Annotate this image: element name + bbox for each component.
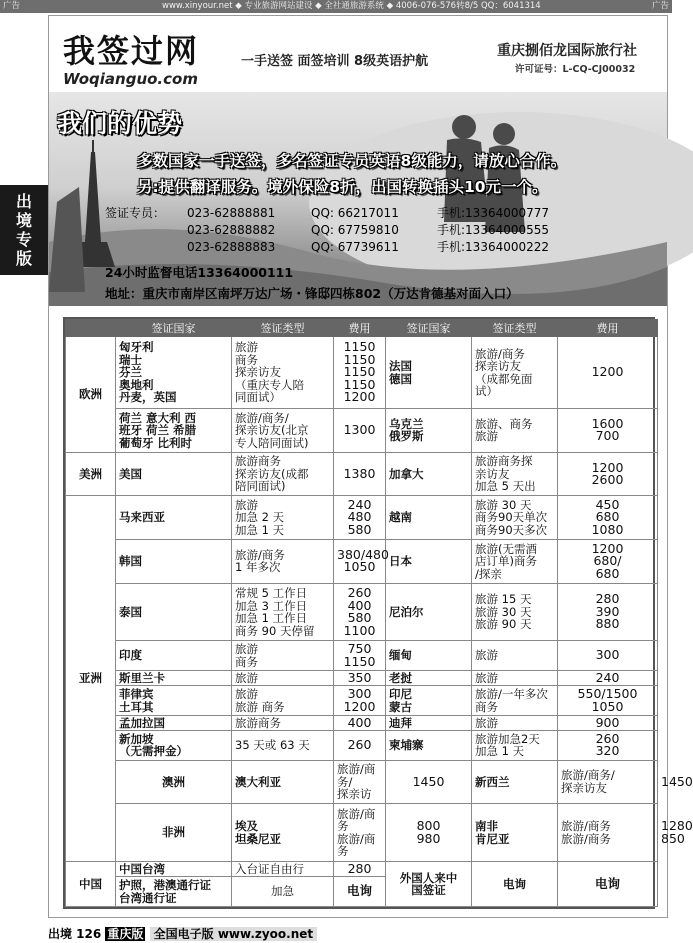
fee-cell: 240 [558,670,658,685]
fee-cell: 280 390 880 [558,583,658,641]
visa-type-cell: 旅游 [472,641,558,670]
country-cell: 加拿大 [386,452,472,496]
table-row [66,686,658,715]
contact-qq: QQ: 67739611 [311,240,399,254]
visa-type-cell: 旅游/商务/ 探亲访友 [558,760,658,804]
visa-type-cell: 旅游商务 探亲访友(成都 陪同面试) [232,452,334,496]
visa-type-cell: 旅游/商务/ 探亲访友(北京 专人陪同面试) [232,409,334,453]
visa-type-cell: 旅游 商务 探亲访友 （重庆专人陪 同面试） [232,337,334,409]
region-cell: 澳洲 [116,760,232,804]
table-row [66,862,658,877]
contact-row [105,205,549,222]
fee-cell: 800 980 [386,804,472,862]
column-header: 费用 [558,320,658,337]
region-cell: 中国 [66,862,116,907]
side-tab-label: 出境专版 [15,192,32,268]
address: 地址：重庆市南岸区南坪万达广场・锋邸四栋802（万达肯德基对面入口） [105,286,519,301]
visa-price-table [63,317,693,909]
fee-cell: 1300 [334,409,386,453]
contact-label [105,222,187,239]
advantage-title: 我们的优势 [57,109,183,138]
edition-tag: 重庆版 [107,927,144,941]
visa-type-cell: 旅游商务探 亲访友 加急 5 天出 [472,452,558,496]
country-cell: 越南 [386,496,472,540]
top-bar-text: www.xinyour.net ◆ 专业旅游网站建设 ◆ 全社通旅游系统 ◆ 4006-076-576转8/5 QQ：6041314 [162,1,541,11]
country-cell: 澳大利亚 [232,760,334,804]
table-row [66,583,658,641]
table-row [66,731,658,760]
country-cell: 迪拜 [386,715,472,730]
fee-cell: 1200 2600 [558,452,658,496]
contact-phone: 023-62888883 [187,240,276,254]
column-header: 签证国家 [116,320,232,337]
contact-mobile: 手机:13364000222 [437,240,550,254]
contact-phone: 023-62888881 [187,206,276,220]
country-cell: 日本 [386,539,472,583]
contact-list [105,205,549,256]
contact-qq: QQ: 66217011 [311,206,399,220]
visa-type-cell: 旅游/商务 1 年多次 [232,539,334,583]
fee-cell: 1150 1150 1150 1150 1200 [334,337,386,409]
column-header: 签证类型 [232,320,334,337]
contact-mobile: 手机:13364000777 [437,206,550,220]
fee-cell: 900 [558,715,658,730]
country-cell: 马来西亚 [116,496,232,540]
advantage-banner [49,92,667,306]
table-row [66,539,658,583]
country-cell: 外国人来中 国签证 [386,862,472,907]
fee-cell: 240 480 580 [334,496,386,540]
agency-name: 重庆捌佰龙国际旅行社 [497,43,637,59]
column-header: 费用 [334,320,386,337]
page-number: 出境 126 [48,927,102,941]
visa-type-cell: 旅游 旅游 商务 [232,686,334,715]
column-header: 签证国家 [386,320,472,337]
country-cell: 韩国 [116,539,232,583]
visa-type-cell: 旅游商务 [232,715,334,730]
ad-header [49,16,667,92]
visa-type-cell: 旅游 加急 2 天 加急 1 天 [232,496,334,540]
visa-type-cell: 电询 [472,862,558,907]
top-ad-bar [0,0,672,13]
visa-type-cell: 旅游 15 天 旅游 30 天 旅游 90 天 [472,583,558,641]
hotline: 24小时监督电话13364000111 [105,265,294,280]
fee-cell: 300 1200 [334,686,386,715]
visa-type-cell: 旅游 [472,715,558,730]
fee-cell: 1200 [558,337,658,409]
side-tab [0,185,48,275]
visa-type-cell: 旅游 30 天 商务90天单次 商务90天多次 [472,496,558,540]
fee-cell: 400 [334,715,386,730]
country-cell: 荷兰 意大利 西 班牙 荷兰 希腊 葡萄牙 比利时 [116,409,232,453]
contact-label: 签证专员： [105,206,166,220]
header-region [66,320,116,337]
country-cell: 柬埔寨 [386,731,472,760]
visa-type-cell: 旅游/一年多次 商务 [472,686,558,715]
advertisement-frame [48,15,693,918]
contact-label [105,239,187,256]
fee-cell: 电询 [558,862,658,907]
fee-cell: 450 680 1080 [558,496,658,540]
country-cell: 尼泊尔 [386,583,472,641]
visa-type-cell: 35 天或 63 天 [232,731,334,760]
visa-type-cell: 旅游/商务 探亲访友 （成都免面 试） [472,337,558,409]
country-cell: 护照，港澳通行证 台湾通行证 [116,877,232,907]
country-cell: 匈牙利 瑞士 芬兰 奥地利 丹麦，英国 [116,337,232,409]
fee-cell: 260 [334,731,386,760]
license-number: 许可证号：L-CQ-CJ00032 [515,64,636,75]
visa-type-cell: 旅游/商务 旅游/商务 [334,804,386,862]
table-body [66,337,693,907]
edition-label [150,927,318,941]
edition-name: 全国电子版 [153,927,214,941]
country-cell: 法国 德国 [386,337,472,409]
ad-label-left: 广告 [3,1,21,11]
country-cell: 中国台湾 [116,862,232,877]
fee-cell: 750 1150 [334,641,386,670]
country-cell: 缅甸 [386,641,472,670]
fee-cell: 350 [334,670,386,685]
column-header: 签证类型 [472,320,558,337]
visa-type-cell: 旅游 商务 [232,641,334,670]
visa-type-cell: 旅游加急2天 加急 1 天 [472,731,558,760]
skyscraper-icon [49,187,85,292]
region-cell: 亚洲 [66,496,116,862]
visa-type-cell: 旅游、商务 旅游 [472,409,558,453]
contact-phone: 023-62888882 [187,223,276,237]
country-cell: 埃及 坦桑尼亚 [232,804,334,862]
country-cell: 新加坡 （无需押金） [116,731,232,760]
footer-url: www.zyoo.net [217,927,314,941]
logo-chinese: 我签过网 [63,32,200,70]
country-cell: 老挝 [386,670,472,685]
visa-type-cell: 入台证自由行 [232,862,334,877]
table-row: 非洲 埃及 坦桑尼亚 旅游/商务 旅游/商务 800 980 南非 肯尼亚 旅游/商务 旅游/商务 1280 850 [66,804,658,862]
logo-english: Woqianguo.com [63,70,198,88]
fee-cell: 260 400 580 1100 [334,583,386,641]
visa-type-cell: 旅游 [472,670,558,685]
table-row [66,641,658,670]
fee-cell: 电询 [334,877,386,907]
fee-cell: 260 320 [558,731,658,760]
visa-type-cell: 旅游/商务/ 探亲访 [334,760,386,804]
contact-mobile: 手机:13364000555 [437,223,550,237]
country-cell: 印尼 蒙古 [386,686,472,715]
region-cell: 非洲 [116,804,232,862]
visa-type-cell: 常规 5 工作日 加急 3 工作日 加急 1 工作日 商务 90 天停留 [232,583,334,641]
visa-type-cell: 加急 [232,877,334,907]
ad-label-right: 广告 [651,1,669,11]
advantage-line-1: 多数国家一手送签，多名签证专员英语8级能力，请放心合作。 [137,152,567,170]
country-cell: 菲律宾 土耳其 [116,686,232,715]
fee-cell: 1450 [386,760,472,804]
slogan: 一手送签 面签培训 8级英语护航 [241,54,429,69]
country-cell: 南非 肯尼亚 [472,804,558,862]
fee-cell: 1380 [334,452,386,496]
fee-cell: 1600 700 [558,409,658,453]
country-cell: 美国 [116,452,232,496]
country-cell: 乌克兰 俄罗斯 [386,409,472,453]
table-row [66,409,658,453]
table-row [66,715,658,730]
visa-type-cell: 旅游(无需酒 店订单)商务 /探亲 [472,539,558,583]
contact-row [105,239,549,256]
page-footer [48,925,672,943]
fee-cell: 1200 680/ 680 [558,539,658,583]
fee-cell: 550/1500 1050 [558,686,658,715]
fee-cell: 380/480 1050 [334,539,386,583]
table-row [66,670,658,685]
table-row [66,452,658,496]
table-row [66,496,658,540]
country-cell: 斯里兰卡 [116,670,232,685]
fee-cell: 280 [334,862,386,877]
contact-qq: QQ: 67759810 [311,223,399,237]
country-cell: 新西兰 [472,760,558,804]
advantage-line-2: 另:提供翻译服务。境外保险8折，出国转换插头10元一个。 [137,178,548,196]
table-header-row [66,320,658,337]
visa-type-cell: 旅游/商务 旅游/商务 [558,804,658,862]
country-cell: 泰国 [116,583,232,641]
table-row [66,337,658,409]
contact-row [105,222,549,239]
region-cell: 美洲 [66,452,116,496]
table-row: 澳洲 澳大利亚 旅游/商务/ 探亲访 1450 新西兰 旅游/商务/ 探亲访友 1450 [66,760,658,804]
fee-cell: 300 [558,641,658,670]
country-cell: 孟加拉国 [116,715,232,730]
visa-type-cell: 旅游 [232,670,334,685]
region-cell: 欧洲 [66,337,116,453]
country-cell: 印度 [116,641,232,670]
